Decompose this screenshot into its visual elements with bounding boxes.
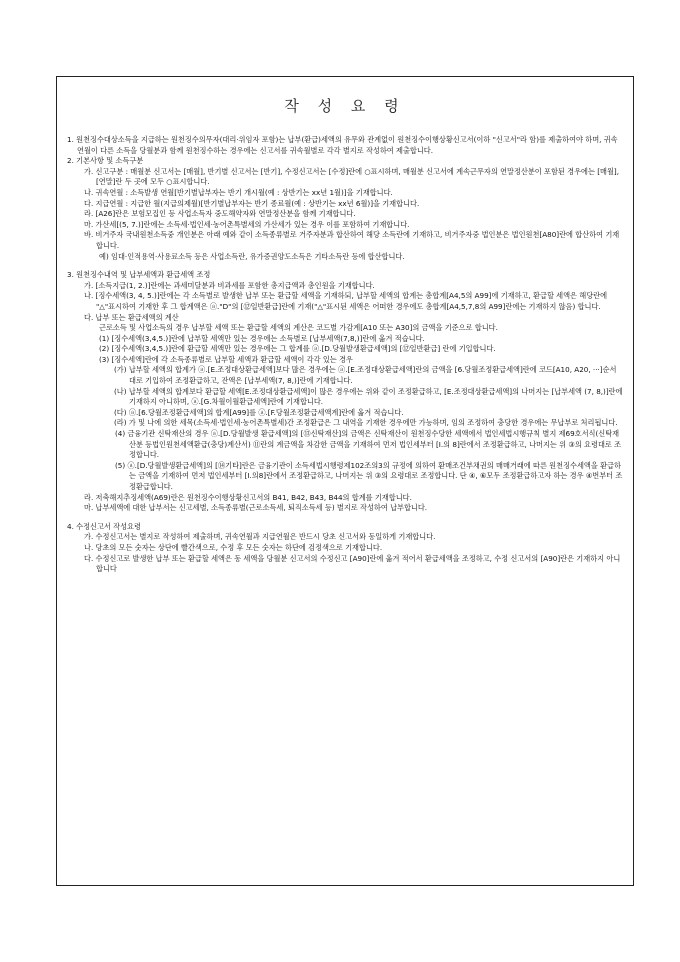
- section-2-item-ga: 가. 신고구분 : 매월분 신고서는 [매월], 반기별 신고서는 [반기], 수정신고서는 [수정]란에 ○표시하며, 매월분 신고서에 계속근무자의 연말정산분이 포함된 경우에는 [매월], [연말]란 두 곳에 모두 ○표시합니다.: [84, 166, 619, 187]
- section-3-item-da: 다. 납부 또는 환급세액의 계산: [84, 312, 179, 322]
- section-1-text: 1. 원천징수대상소득을 지급하는 원천징수의무자(대리·위임자 포함)는 납부(환급)세액의 유무와 관계없이 원천징수이행상황신고서(이하 "신고서"라 함)를 제출하여야 하며, 귀속연월이 다른 소득을 당월분과 함께 원천징수하는 경우에는 신고서를 귀속월별로 각각 별지로 작성하여 제출합니다.: [67, 135, 618, 155]
- section-2-item-da: 다. 지급연월 : 지급한 월(지급의제월)[반기별납부자는 반기 종료월(예 : 상반기는 xx년 6월)]을 기재합니다.: [84, 198, 420, 208]
- section-3-item-na: 나. [징수세액(3, 4, 5.)]란에는 각 소득별로 발생한 납부 또는 환급할 세액을 기재하되, 납부할 세액의 합계는 총합계[A4,5의 A99]에 기재하고, 환급할 세액은 해당란에 "△"표시하여 기재한 후 그 합계액은 ⓐ."D"의 [⑫일반환급]란에 기재("△"표시된 세액은 어떠한 경우에도 총합계[A4,5,7,8의 A99]란에는 기재하지 않음) 합니다.: [84, 291, 608, 311]
- section-3-sub-2: (2) [징수세액(3,4,5.)]란에 환급할 세액만 있는 경우에는 그 합계를 ⓐ.[D.당월발생환급세액]의 [⑫일반환급] 란에 기입합니다.: [99, 344, 496, 354]
- instructions-body: [67, 135, 623, 575]
- instructions-frame: [56, 76, 634, 886]
- section-3-heading: 3. 원천징수내역 및 납부세액과 환급세액 조정: [67, 270, 211, 280]
- section-2-heading: 2. 기본사항 및 소득구분: [67, 156, 144, 166]
- section-3-item-ga: 가. [소득지급(1, 2.)]란에는 과세미달분과 비과세를 포함한 총지급액과 총인원을 기재합니다.: [84, 280, 375, 290]
- section-3-sub-1: (1) [징수세액(3,4,5.)]란에 납부할 세액만 있는 경우에는 소득별로 [납부세액(7,8,)]란에 옮겨 적습니다.: [99, 333, 425, 343]
- page-title: 작 성 요 령: [284, 97, 406, 115]
- section-3-sub-3-da: (다) ⓐ.[6.당월조정환급세액]의 합계[A99]를 ⓐ.[F.당월조정환급세액계]란에 옮겨 적습니다.: [114, 407, 404, 417]
- section-4-item-ga: 가. 수정신고서는 별지로 작성하여 제출하며, 귀속연월과 지급연월은 반드시 당초 신고서와 동일하게 기재합니다.: [84, 532, 436, 542]
- section-3-item-ma: 마. 납부세액에 대한 납부서는 신고세별, 소득종류별(근로소득세, 퇴직소득세 등) 별지로 작성하여 납부합니다.: [84, 503, 428, 513]
- section-2-item-na: 나. 귀속연월 : 소득발생 연월[반기별납부자는 반기 개시월(예 : 상반기는 xx년 1월)]을 기재합니다.: [84, 187, 393, 197]
- section-3-item-da-body: 근로소득 및 사업소득의 경우 납부할 세액 또는 환급할 세액의 계산은 코드별 가감계[A10 또는 A30]의 금액을 기준으로 합니다.: [99, 323, 498, 333]
- section-4-item-na: 나. 당초의 모든 숫자는 상단에 빨간색으로, 수정 후 모든 숫자는 하단에 검정색으로 기재합니다.: [84, 542, 383, 552]
- section-4-heading: 4. 수정신고서 작성요령: [67, 521, 141, 531]
- section-2-item-ra: 라. [A26]란은 보험모집인 등 사업소득자 중도해약자와 연말정산분을 함께 기재합니다.: [84, 209, 356, 219]
- section-2-example: 예) 임대·인적용역·사용료소득 등은 사업소득란, 유가증권양도소득은 기타소득란 등에 합산합니다.: [99, 251, 405, 261]
- section-3-item-ra: 라. 저축해지추징세액(A69)란은 원천징수이행상황신고서의 B41, B42, B43, B44의 합계를 기재합니다.: [84, 492, 412, 502]
- section-3-sub-3: (3) [징수세액]란에 각 소득종류별로 납부할 세액과 환급할 세액이 각각 있는 경우: [99, 354, 353, 364]
- section-2-item-ba: 바. 비거주자 국내원천소득중 개인분은 아래 예와 같이 소득종류별로 거주자분과 합산하여 해당 소득란에 기재하고, 비거주자중 법인분은 법인원천[A80]란에 합산하여 기재합니다.: [84, 230, 620, 250]
- section-2-item-ma: 마. 가산세[(5, 7.)]란에는 소득세·법인세·농어촌특별세의 가산세가 있는 경우 이를 포함하여 기재합니다.: [84, 219, 410, 229]
- section-3-sub-4: (4) 금융기관 신탁재산의 경우 ⓐ.[D.당월발생 환급세액]의 [⑬신탁재산]의 금액은 신탁재산이 원천징수당한 세액에서 법인세법시행규칙 별지 제69호서식(신탁재산분 등법인원천세액환급(충당)계산서) ⑪란의 계금액을 차감한 금액을 기재하여 먼저 법인세부터 [I.의 8]란에서 조정환급하고, 나머지는 위 ③의 요령대로 조정합니다.: [115, 429, 622, 460]
- section-3-sub-5: (5) ⓐ.[D.당월발생환급세액]의 [⑭기타]란은 금융기관이 소득세법시행령제102조의3의 규정에 의하여 환매조건부채권의 매매거래에 따른 원천징수세액을 환급하는 금액을 기재하여 먼저 법인세부터 [I.의8]란에서 조정환급하고, 나머지는 위 ③의 요령대로 조정합니다. 단 ④, ⑥모두 조정환급하고자 하는 경우 ④번부터 조정환급합니다.: [115, 460, 623, 491]
- section-4-item-da: 다. 수정신고로 발생한 납부 또는 환급할 세액은 동 세액을 당월분 신고서의 수정신고 [A90]란에 옮겨 적어서 환급세액을 조정하고, 수정 신고서의 [A90]란은 기재하지 아니합니다: [84, 553, 621, 574]
- section-3-sub-3-ra: (라) 가 및 나에 의한 세목(소득세·법인세·농어촌특별세)간 조정환급은 그 내역을 기재한 경우에만 가능하며, 임의 조정하여 충당한 경우에는 무납부로 처리됩니다.: [114, 418, 618, 428]
- section-3-sub-3-ga: (가) 납부할 세액의 합계가 ⓐ.[E.조정대상환급세액]보다 많은 경우에는 ⓐ.[E.조정대상환급세액]란의 금액을 [6.당월조정환급세액]란에 코드[A10, A20, ···]순서대로 기입하여 조정환급하고, 잔액은 [납부세액(7, 8,)]란에 기재합니다.: [114, 365, 617, 386]
- section-3-sub-3-na: (나) 납부할 세액의 합계보다 환급할 세액[E.조정대상환급세액]이 많은 경우에는 위와 같이 조정환급하고, [E.조정대상환급세액]의 나머지는 [납부세액 (7, 8,)]란에 기재하지 아니하며, ⓐ.[G.차월이월환급세액]란에 기재합니다.: [114, 386, 623, 407]
